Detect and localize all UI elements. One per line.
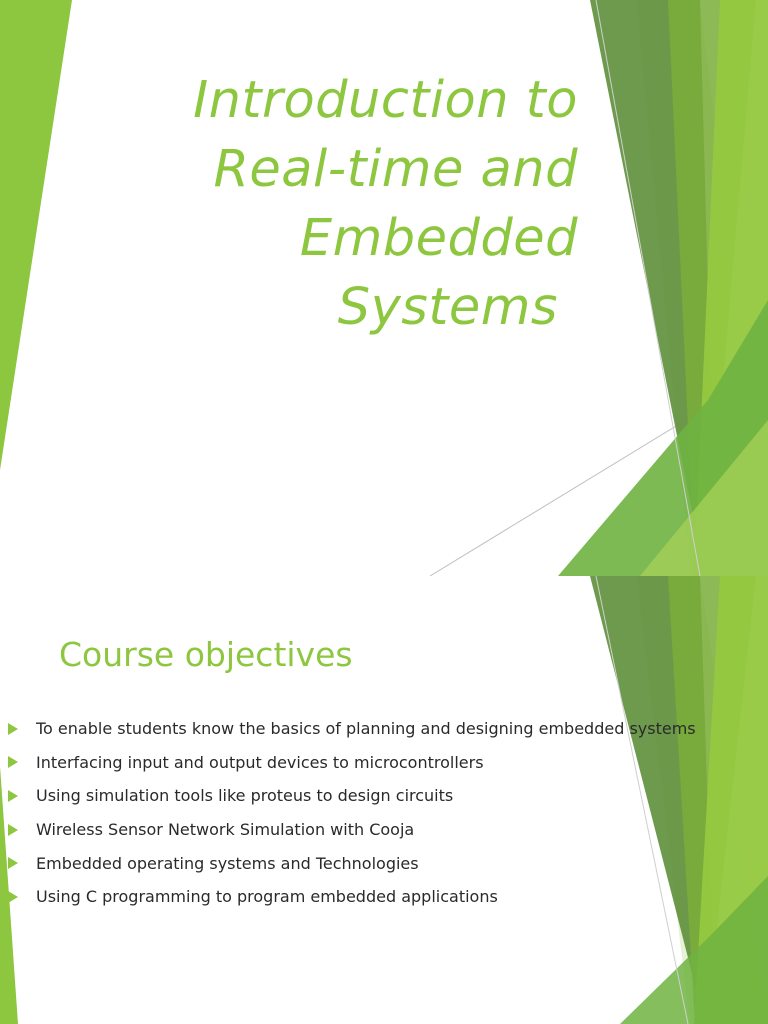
objective-item	[8, 712, 696, 746]
objective-text: To enable students know the basics of planning and designing embedded systems	[36, 719, 696, 739]
slide-title	[78, 66, 578, 342]
slide-title-line: Real-time and	[213, 140, 578, 199]
slide-title-line: Embedded	[299, 209, 578, 268]
objective-item	[8, 779, 696, 813]
slide-title-line: Introduction to	[193, 71, 578, 130]
objectives-slide	[0, 576, 768, 1024]
triangle-bullet-icon	[8, 756, 18, 768]
triangle-bullet-icon	[8, 824, 18, 836]
objective-item	[8, 813, 696, 847]
objective-text: Wireless Sensor Network Simulation with Cooja	[36, 820, 415, 840]
triangle-bullet-icon	[8, 891, 18, 903]
objective-text: Using C programming to program embedded applications	[36, 887, 498, 907]
objective-item	[8, 880, 696, 914]
slide-title-line: Systems	[337, 278, 558, 337]
objective-item	[8, 846, 696, 880]
objective-text: Embedded operating systems and Technologies	[36, 853, 419, 873]
objective-item	[8, 746, 696, 780]
course-objectives-heading: Course objectives	[59, 635, 353, 674]
triangle-bullet-icon	[8, 857, 18, 869]
triangle-bullet-icon	[8, 790, 18, 802]
objective-text: Interfacing input and output devices to microcontrollers	[36, 752, 484, 772]
objectives-list	[8, 712, 696, 914]
triangle-bullet-icon	[8, 723, 18, 735]
objective-text: Using simulation tools like proteus to design circuits	[36, 786, 454, 806]
